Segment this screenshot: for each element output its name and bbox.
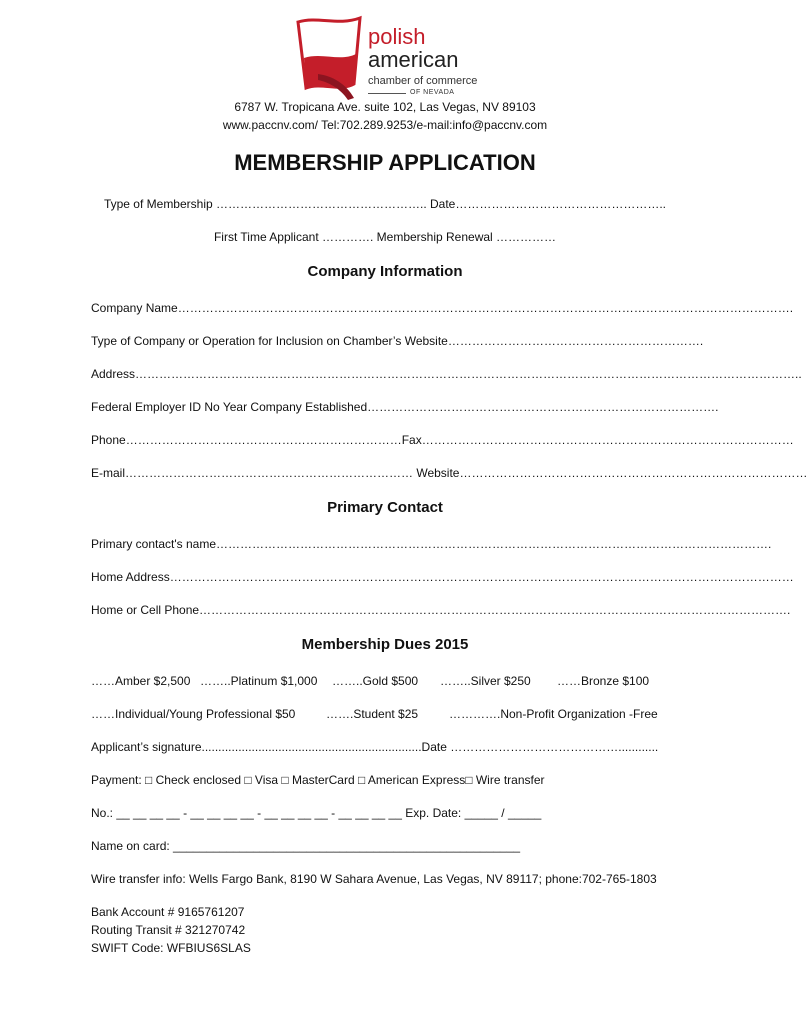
primary-contact-name-field[interactable]: Primary contact's name…………………………………………………………………………………………………………………………. [91,537,772,551]
dues-gold[interactable]: ……..Gold $500 [332,674,419,688]
company-name-field[interactable]: Company Name………………………………………………………………………………………………………………………………………. [91,301,794,315]
name-on-card-field[interactable]: Name on card: ____________________________________________________ [91,839,521,853]
page-title: MEMBERSHIP APPLICATION [234,150,536,175]
primary-contact-heading: Primary Contact [327,499,443,516]
membership-type-field[interactable]: Type of Membership …………………………………………….. Date…………………………………………….. [103,197,667,211]
routing-transit: Routing Transit # 321270742 [91,923,246,937]
home-address-field[interactable]: Home Address………………………………………………………………………………………………………………………………………… [91,570,794,584]
dues-individual[interactable]: ……Individual/Young Professional $50 [91,707,296,721]
bank-account: Bank Account # 9165761207 [91,905,245,919]
company-type-field[interactable]: Type of Company or Operation for Inclusion on Chamber’s Website………………………………………………………. [91,334,704,348]
membership-dues-heading: Membership Dues 2015 [301,636,469,653]
payment-options[interactable]: Payment: □ Check enclosed □ Visa □ MasterCard □ American Express□ Wire transfer [91,773,545,787]
dues-bronze[interactable]: ……Bronze $100 [557,674,650,688]
address-line: 6787 W. Tropicana Ave. suite 102, Las Vegas, NV 89103 [234,100,536,114]
swift-code: SWIFT Code: WFBIUS6SLAS [91,941,251,955]
email-website-field[interactable]: E-mail……………………………………………………………… Website…………………………………………………………………………… [91,466,807,480]
dues-nonprofit[interactable]: ………….Non-Profit Organization -Free [449,707,658,721]
logo-line-american: american [368,47,459,72]
card-number-field[interactable]: No.: __ __ __ __ - __ __ __ __ - __ __ __ __ - __ __ __ __ Exp. Date: _____ / _____ [91,806,542,820]
dues-amber[interactable]: ……Amber $2,500 [91,674,191,688]
company-info-heading: Company Information [307,263,463,280]
logo-line-nevada: OF NEVADA [368,88,477,98]
applicant-type-field[interactable]: First Time Applicant …………. Membership Renewal …………… [213,230,557,244]
dues-silver[interactable]: ……..Silver $250 [440,674,531,688]
wire-transfer-info: Wire transfer info: Wells Fargo Bank, 8190 W Sahara Avenue, Las Vegas, NV 89117; phone:702-765-1803 [91,872,657,886]
home-phone-field[interactable]: Home or Cell Phone…………………………………………………………………………………………………………………………………. [91,603,791,617]
dues-platinum[interactable]: ……..Platinum $1,000 [200,674,318,688]
address-field[interactable]: Address………………………………………………………………………………………………………………………………………………….. [91,367,802,381]
contact-line: www.paccnv.com/ Tel:702.289.9253/e-mail:info@paccnv.com [222,118,548,132]
federal-id-field[interactable]: Federal Employer ID No Year Company Established……………………………………………………………………………. [91,400,719,414]
logo-wordmark [368,26,477,98]
phone-fax-field[interactable]: Phone……………………………………………………………Fax………………………………………………………………………………… [91,433,794,447]
logo-line-polish: polish [368,24,426,49]
logo-line-chamber: chamber of commerce [368,75,478,87]
dues-student[interactable]: …….Student $25 [326,707,419,721]
signature-field[interactable]: Applicant’s signature..................................................................Date ……………………………………............ [91,740,659,754]
